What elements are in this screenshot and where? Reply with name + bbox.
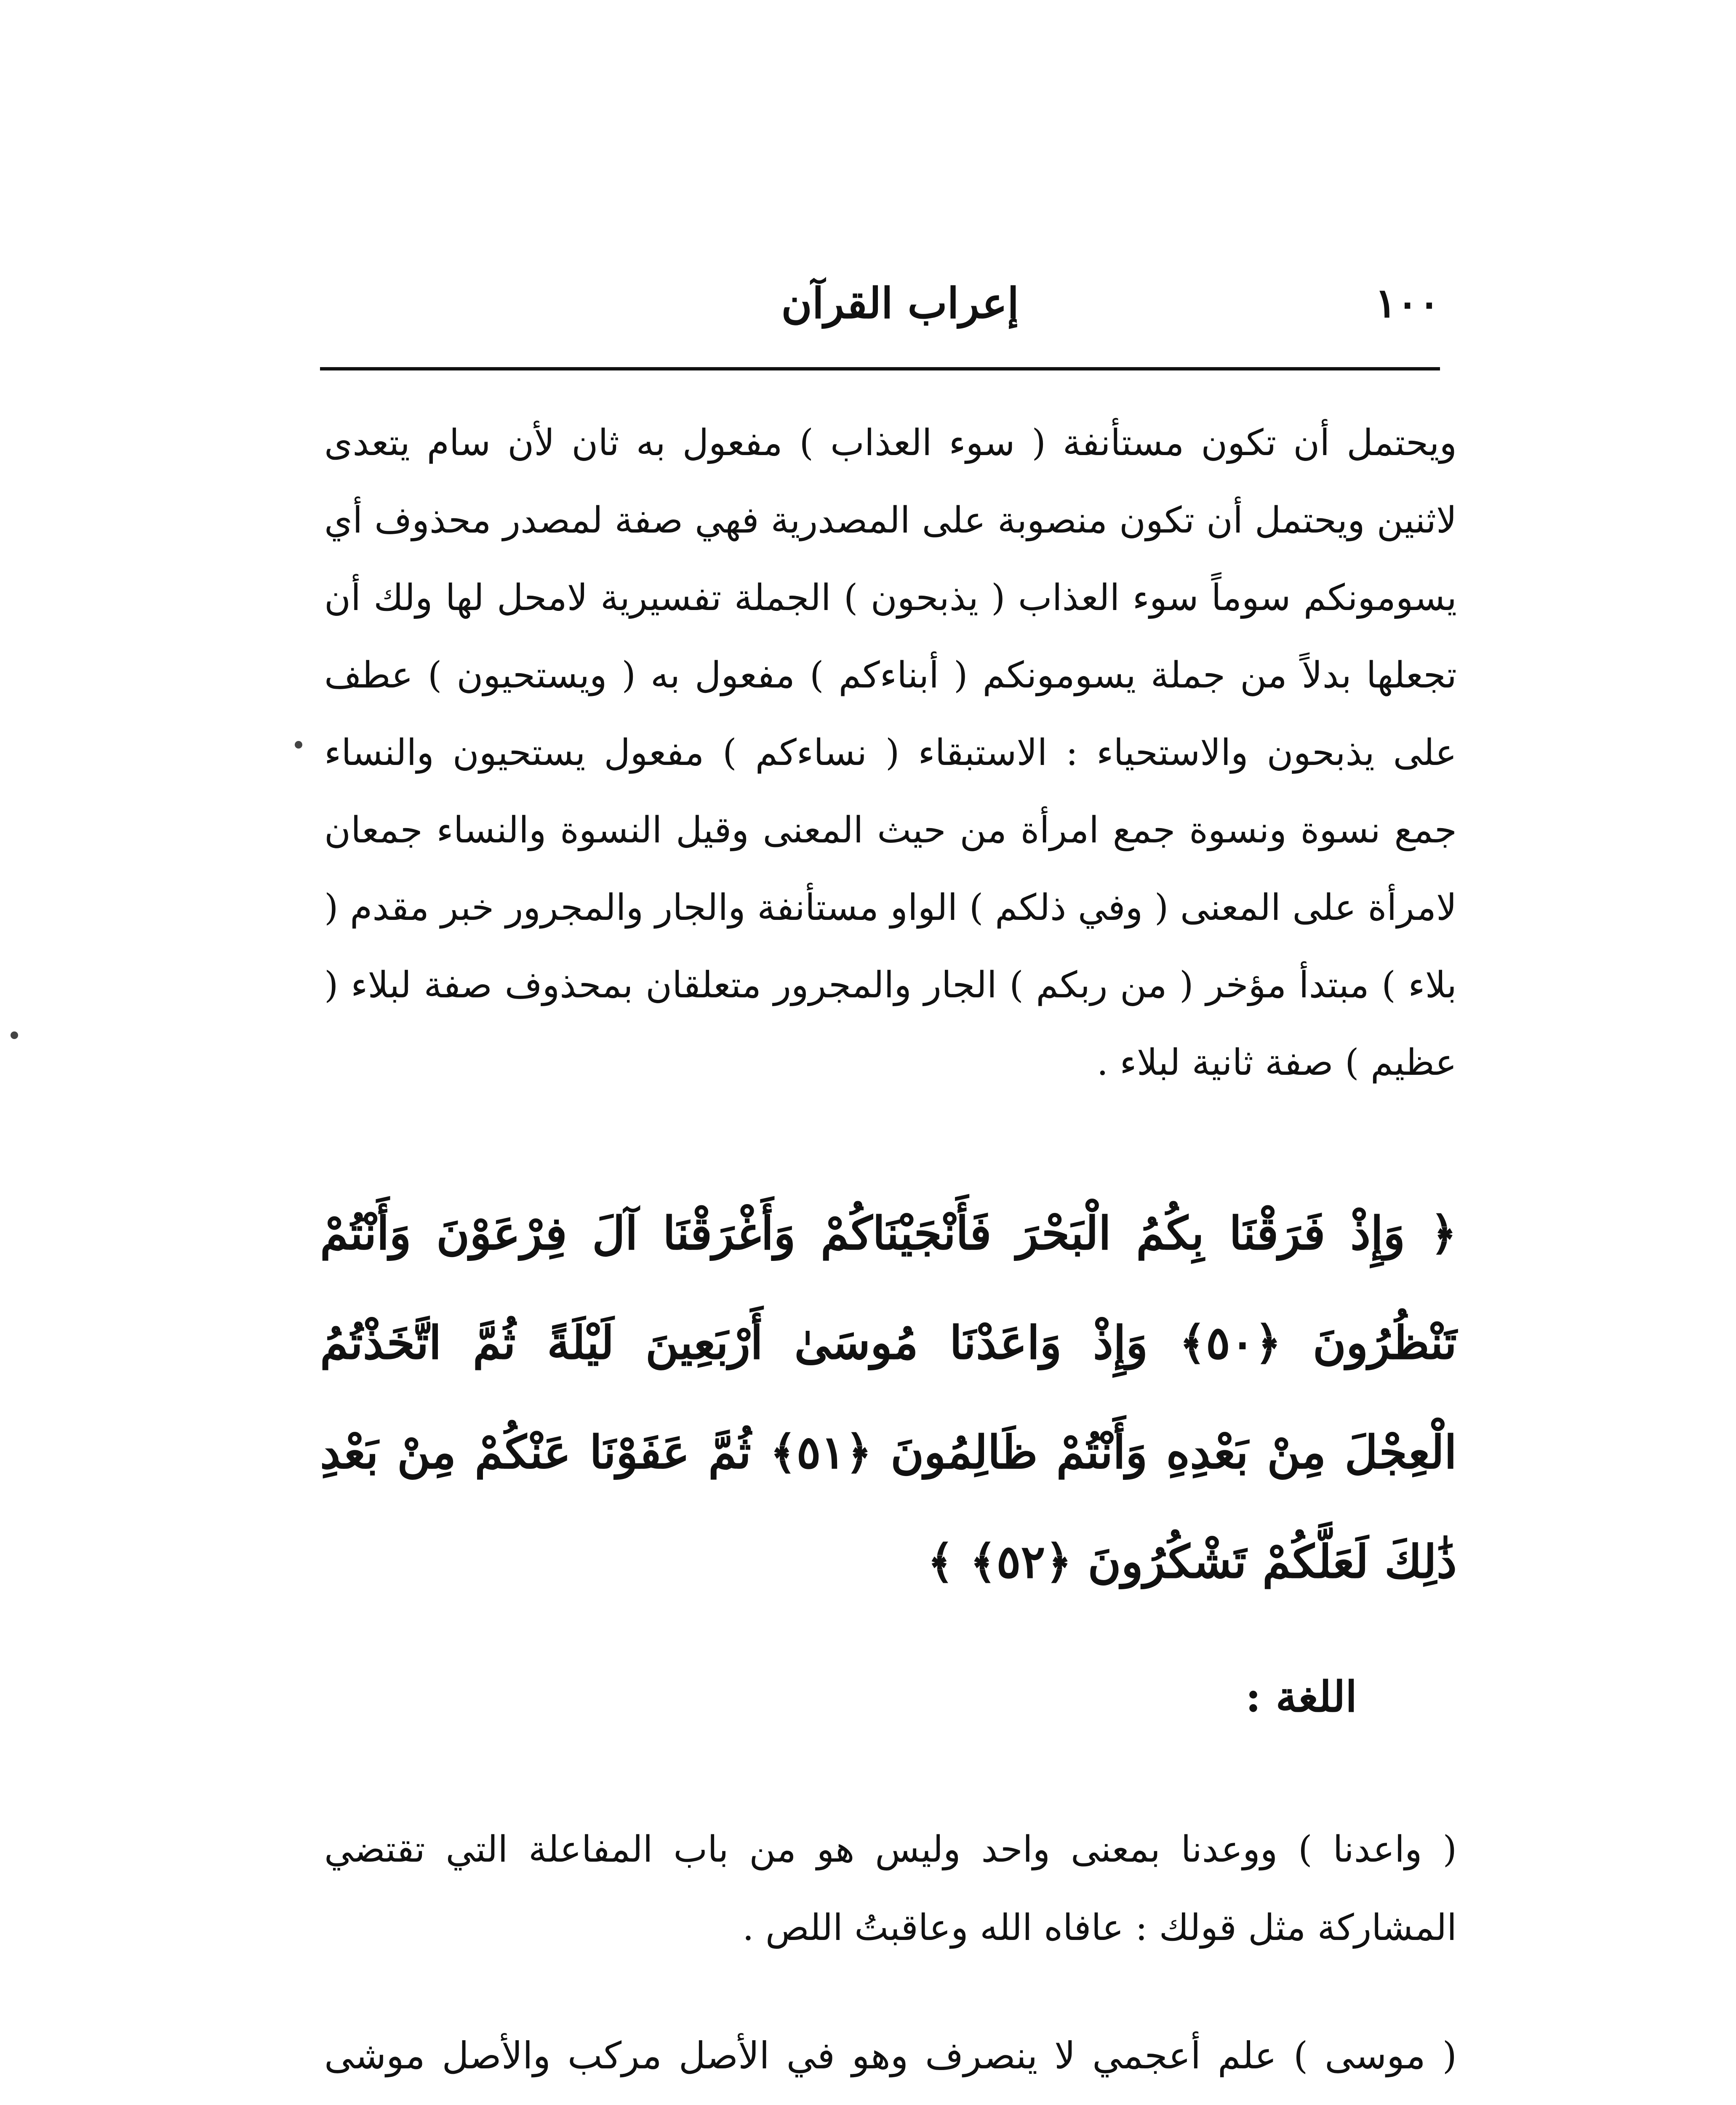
language-paragraph-1: ( واعدنا ) ووعدنا بمعنى واحد وليس هو من باب المفاعلة التي تقتضي المشاركة مثل قولك : عافاه الله وعاقبتُ اللص . bbox=[324, 1828, 1457, 1949]
page-header bbox=[320, 269, 1440, 337]
language-paragraph-2: ( موسى ) علم أعجمي لا ينصرف وهو في الأصل مركب والأصل موشى bbox=[324, 2034, 1457, 2077]
scan-speck bbox=[11, 1031, 18, 1039]
grammar-paragraph-1: ويحتمل أن تكون مستأنفة ( سوء العذاب ) مفعول به ثان لأن سام يتعدى لاثنين ويحتمل أن تكون منصوبة على المصدرية فهي صفة لمصدر محذوف أي يسومونكم سوماً سوء العذاب ( يذبحون ) الجملة تفسيرية لامحل لها ولك أن تجعلها بدلاً من جملة يسومونكم ( أبناءكم ) مفعول به ( ويستحيون ) عطف على يذبحون والاستحياء : الاستبقاء ( نساءكم ) مفعول يستحيون والنساء جمع نسوة ونسوة جمع امرأة من حيث المعنى وقيل النسوة والنساء جمعان لامرأة على المعنى ( وفي ذلكم ) الواو مستأنفة والجار والمجرور خبر مقدم ( بلاء ) مبتدأ مؤخر ( من ربكم ) الجار والمجرور متعلقان بمحذوف صفة لبلاء ( عظيم ) صفة ثانية لبلاء . bbox=[324, 422, 1457, 1084]
running-title: إعراب القرآن bbox=[781, 278, 1019, 328]
header-divider bbox=[320, 367, 1440, 370]
section-heading-language: اللغة : bbox=[1245, 1672, 1357, 1721]
page-number: ١٠٠ bbox=[1375, 279, 1440, 327]
quran-verse-block: ﴿ وَإِذْ فَرَقْنَا بِكُمُ الْبَحْرَ فَأَنْجَيْنَاكُمْ وَأَغْرَقْنَا آلَ فِرْعَوْنَ وَأَنْتُمْ تَنْظُرُونَ ﴿٥٠﴾ وَإِذْ وَاعَدْنَا مُوسَىٰ أَرْبَعِينَ لَيْلَةً ثُمَّ اتَّخَذْتُمُ الْعِجْلَ مِنْ بَعْدِهِ وَأَنْتُمْ ظَالِمُونَ ﴿٥١﴾ ثُمَّ عَفَوْنَا عَنْكُمْ مِنْ بَعْدِ ذَٰلِكَ لَعَلَّكُمْ تَشْكُرُونَ ﴿٥٢﴾ ﴾ bbox=[320, 1207, 1457, 1588]
scan-speck bbox=[295, 741, 302, 749]
